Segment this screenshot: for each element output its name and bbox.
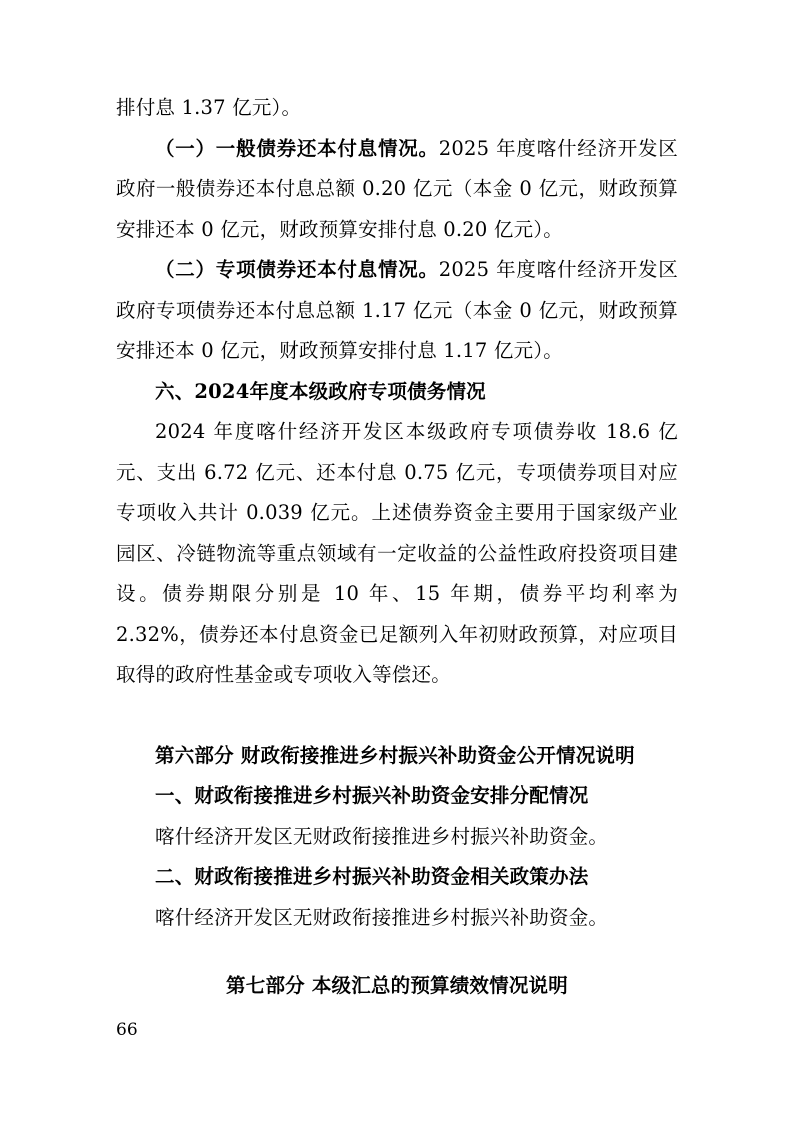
- paragraph-part-six-two-body: 喀什经济开发区无财政衔接推进乡村振兴补助资金。: [155, 905, 609, 929]
- page-number: 66: [116, 1020, 138, 1040]
- part-seven-title: 第七部分 本级汇总的预算绩效情况说明: [226, 974, 568, 997]
- paragraph-section-six-body: 2024 年度喀什经济开发区本级政府专项债券收 18.6 亿元、支出 6.72 亿元、还本付息 0.75 亿元，专项债券项目对应专项收入共计 0.039 亿元。上述债券资金主要用于国家级产业园区、冷链物流等重点领域有一定收益的公益性政府投资项目建设。债券期限分别是 10 年、15 年期，债券平均利率为 2.32%，债券还本付息资金已足额列入年初财政预算，对应项目取得的政府性基金或专项收入等偿还。: [116, 420, 678, 686]
- part-six-title: 第六部分 财政衔接推进乡村振兴补助资金公开情况说明: [155, 743, 635, 767]
- spacer: [116, 938, 678, 966]
- heading-section-six: 六、2024年度本级政府专项债务情况: [155, 379, 486, 403]
- paragraph-general-bond-lead: （一）一般债券还本付息情况。: [155, 136, 439, 160]
- paragraph-special-bond-text: 2025 年度喀什经济开发区政府专项债券还本付息总额 1.17 亿元（本金 0 亿元，财政预算安排还本 0 亿元，财政预算安排付息 1.17 亿元）。: [116, 258, 679, 362]
- heading-part-six-two: 二、财政衔接推进乡村振兴补助资金相关政策办法: [155, 865, 589, 888]
- paragraph-special-bond: [116, 250, 678, 372]
- paragraph-general-bond-text: 2025 年度喀什经济开发区政府一般债券还本付息总额 0.20 亿元（本金 0 亿元，财政预算安排还本 0 亿元，财政预算安排付息 0.20 亿元）。: [116, 136, 679, 241]
- paragraph-continuation: 排付息 1.37 亿元）。: [116, 96, 302, 119]
- page-content: [116, 88, 678, 1007]
- paragraph-special-bond-lead: （二）专项债券还本付息情况。: [155, 258, 439, 281]
- paragraph-general-bond: [116, 129, 678, 251]
- spacer: [116, 696, 678, 736]
- paragraph-part-six-one-body: 喀什经济开发区无财政衔接推进乡村振兴补助资金。: [155, 824, 609, 848]
- heading-part-six-one: 一、财政衔接推进乡村振兴补助资金安排分配情况: [155, 784, 589, 807]
